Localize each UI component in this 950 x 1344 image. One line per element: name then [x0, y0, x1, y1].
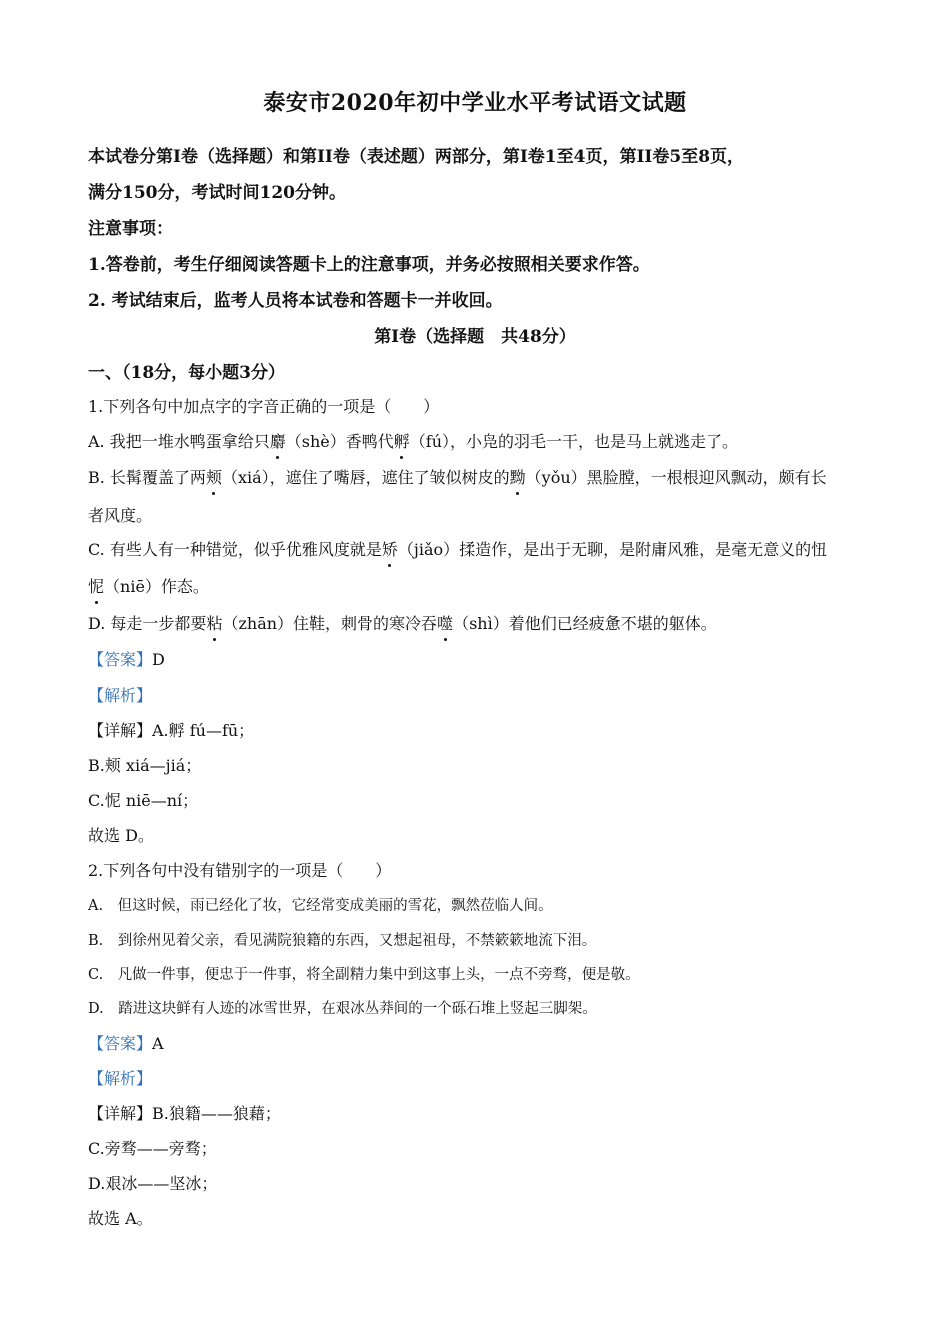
q1-option-a-text: （fú），小凫的羽毛一干，也是马上就逃走了。: [409, 432, 738, 451]
answer-value: A: [152, 1034, 164, 1053]
q1-option-c-continued: [88, 574, 209, 597]
q2-conclusion: 故选 A。: [88, 1209, 153, 1228]
exam-title: 泰安市2020年初中学业水平考试语文试题: [263, 90, 687, 116]
answer-tag: 【答案】: [88, 650, 153, 669]
q1-stem: 1.下列各句中加点字的字音正确的一项是（ ）: [88, 397, 440, 416]
notice-heading: 注意事项：: [88, 219, 173, 239]
q1-option-b-continued: 者风度。: [88, 506, 153, 525]
intro-line-1: 本试卷分第Ⅰ卷（选择题）和第II卷（表述题）两部分，第Ⅰ卷1至4页，第II卷5至8页，: [88, 147, 745, 167]
part-heading: 一、（18分，每小题3分）: [88, 363, 285, 383]
q1-detail-2: B.颊 xiá—jiá；: [88, 756, 202, 775]
q1-option-c-dotted-char: 矫: [382, 537, 398, 560]
q1-option-d-dotted-char: 粘: [206, 611, 222, 634]
q1-option-b-dotted-char: 黝: [510, 465, 526, 488]
q2-option-a: A. 但这时候，雨已经化了妆，它经常变成美丽的雪花，飘然莅临人间。: [88, 898, 553, 914]
q1-analysis-tag: 【解析】: [88, 686, 153, 705]
q1-answer: [88, 647, 165, 670]
q2-detail-3: D.艰冰——坚冰；: [88, 1174, 218, 1193]
notice-item-2: 2. 考试结束后，监考人员将本试卷和答题卡一并收回。: [88, 291, 503, 311]
q1-option-a-dotted-char: 麝: [270, 429, 286, 452]
q1-conclusion: 故选 D。: [88, 826, 154, 845]
q2-option-c: C. 凡做一件事，便忠于一件事，将全副精力集中到这事上头，一点不旁骛，便是敬。: [88, 967, 640, 983]
q2-detail-2: C.旁骛——旁骛；: [88, 1139, 217, 1158]
q1-option-d: [88, 611, 717, 634]
section-title: 第Ⅰ卷（选择题 共48分）: [374, 327, 576, 347]
notice-item-1: 1.答卷前，考生仔细阅读答题卡上的注意事项，并务必按照相关要求作答。: [88, 255, 650, 275]
q2-answer: [88, 1031, 164, 1054]
q1-option-b-text: B. 长髯覆盖了两: [88, 468, 206, 487]
q1-option-d-text: （shì）着他们已经疲惫不堪的躯体。: [453, 614, 717, 633]
intro-line-2: 满分150分，考试时间120分钟。: [88, 183, 346, 203]
q2-detail-1: 【详解】B.狼籍——狼藉；: [88, 1104, 281, 1123]
q2-analysis-tag: 【解析】: [88, 1069, 153, 1088]
answer-value: D: [152, 650, 165, 669]
q1-option-a-text: A. 我把一堆水鸭蛋拿给只: [88, 432, 270, 451]
q1-option-a: [88, 429, 738, 452]
q1-option-c-text: （jiǎo）揉造作，是出于无聊，是附庸风雅，是毫无意义的忸: [397, 540, 828, 559]
q1-option-b: [88, 465, 827, 488]
q1-option-b-dotted-char: 颊: [206, 465, 222, 488]
q2-stem: 2.下列各句中没有错别字的一项是（ ）: [88, 861, 392, 880]
q1-detail-1: 【详解】A.孵 fú—fū；: [88, 721, 255, 740]
q1-option-b-text: （yǒu）黑脸膛，一根根迎风飘动，颇有长: [525, 468, 827, 487]
q1-option-a-dotted-char: 孵: [394, 429, 410, 452]
q1-option-d-dotted-char: 噬: [437, 611, 453, 634]
q1-option-a-text: （shè）香鸭代: [285, 432, 394, 451]
q2-option-b: B. 到徐州见着父亲，看见满院狼籍的东西，又想起祖母，不禁簌簌地流下泪。: [88, 933, 597, 949]
q1-option-c-dotted-char: 怩: [88, 574, 104, 597]
q1-option-d-text: （zhān）住鞋，刺骨的寒冷吞: [222, 614, 438, 633]
q1-option-c: [88, 537, 827, 560]
q1-detail-3: C.怩 niē—ní；: [88, 791, 199, 810]
q1-option-b-text: （xiá），遮住了嘴唇，遮住了皱似树皮的: [221, 468, 510, 487]
q2-option-d: D. 踏进这块鲜有人迹的冰雪世界，在艰冰丛莽间的一个砾石堆上竖起三脚架。: [88, 1001, 597, 1017]
q1-option-c-text: C. 有些人有一种错觉，似乎优雅风度就是: [88, 540, 382, 559]
answer-tag: 【答案】: [88, 1034, 153, 1053]
q1-option-c-text: （niē）作态。: [104, 577, 209, 596]
q1-option-d-text: D. 每走一步都要: [88, 614, 207, 633]
